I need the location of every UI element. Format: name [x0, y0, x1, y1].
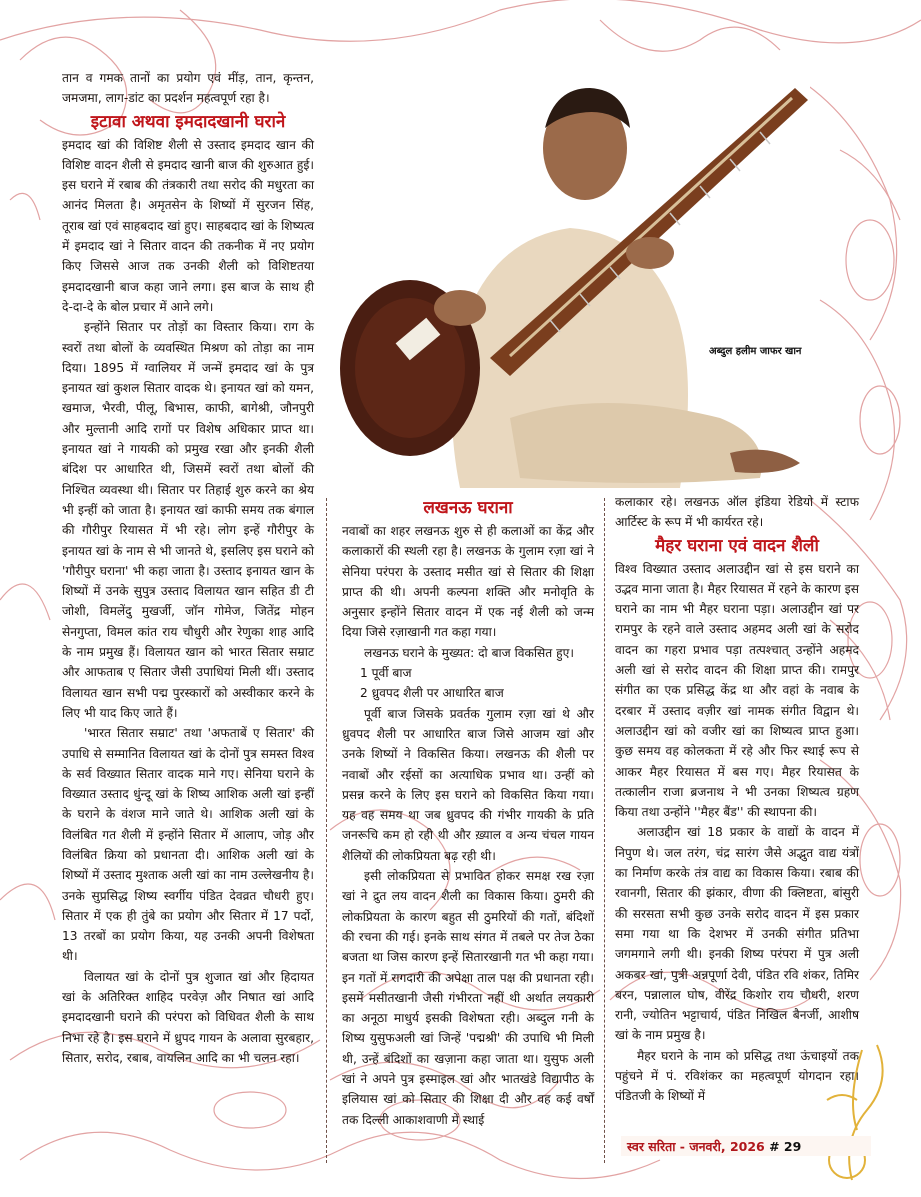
section-heading-maihar: मैहर घराना एवं वादन शैली — [655, 535, 819, 556]
paragraph: पूर्वी बाज जिसके प्रवर्तक गुलाम रज़ा खां थे और ध्रुवपद शैली पर आधारित बाज जिसे आजम खां और उनके शिष्यों ने विकसित किया। लखनऊ की शैली पर नवाबों और रईसों का अत्याधिक प्रभाव था। उन्हीं को प्रसन्न करने के लिए इस घराने को विकसित किया गया। यह वह समय था जब ध्रुवपद की गंभीर गायकी के प्रति जनरूचि कम हो रही थी और ख़्याल व अन्य चंचल गायन शैलियों की लोकप्रियता बढ़ रही थी। — [342, 706, 594, 863]
section-heading-etawa: इटावा अथवा इमदादखानी घराने — [90, 111, 286, 132]
paragraph: कलाकार रहे। लखनऊ ऑल इंडिया रेडियो में स्टाफ आर्टिस्ट के रूप में भी कार्यरत रहे। — [615, 495, 859, 530]
column-divider — [604, 498, 605, 1163]
paragraph: विश्व विख्यात उस्ताद अलाउद्दीन खां से इस घराने का उद्भव माना जाता है। मैहर रियासत में रहने के कारण इस घराने का नाम भी मैहर घराना पड़ा। अलाउद्दीन खां पर रामपुर के रहने वाले उस्ताद अहमद अली खां के सरोद वादन का गहरा प्रभाव पड़ा तत्पश्चात् उन्होंने अहमद अली खां से सरोद वादन की शिक्षा प्राप्त की। रामपुर संगीत का एक प्रसिद्ध केंद्र था और वहां के नवाब के दरबार में उस्ताद वज़ीर खां नामक संगीत विद्वान थे। अलाउद्दीन खां को वजीर खां का शिष्यत्व प्राप्त हुआ। कुछ समय वह कोलकता में रहे और फिर स्थाई रूप से आकर मैहर रियासत में बस गए। मैहर रियासत के तत्कालीन राजा ब्रजनाथ ने भी उनका शिष्यत्व ग्रहण किया तथा उन्होंने ''मैहर बैंड'' की स्थापना की। — [615, 561, 859, 820]
column-3 — [615, 492, 859, 1107]
column-divider — [326, 498, 327, 1163]
musician-with-sitar-photo — [340, 58, 810, 488]
list-item: 1 पूर्वी बाज — [360, 666, 412, 681]
paragraph: इन्होंने सितार पर तोड़ों का विस्तार किया। राग के स्वरों तथा बोलों के व्यवस्थित मिश्रण को तोड़ा का नाम दिया। 1895 में ग्वालियर में जन्में इमदाद खां के पुत्र इनायत खां कुशल सितार वादक थे। इनायत खां को यमन, खमाज, भैरवी, पीलू, बिभास, काफी, बागेश्री, जौनपुरी और मुल्तानी आदि रागों पर विशेष अधिकार प्राप्त था। इनायत खां ने गायकी को प्रमुख रखा और इनकी शैली बंदिश पर आधारित थी, जिसमें स्वरों तथा बोलों की निश्चित व्यवस्था थी। सितार पर तिहाई शुरु करने का श्रेय भी इन्हीं को जाता है। इनायत खां काफी समय तक बंगाल की गौरीपुर रियासत में भी रहे। लोग इन्हें गौरीपुर के इनायत खां के नाम से भी जानते थे, इसलिए इस घराने को 'गौरीपुर घराना' भी कहा जाता है। उस्ताद इनायत खान के शिष्यों में उनके सुपुत्र उस्ताद विलायत खान सहित डी टी जोशी, विमलेंदु मुखर्जी, जॉन गोमेज, जितेंद्र मोहन सेनगुप्ता, विमल कांत राय चौधुरी और रेणुका शाह आदि के नाम प्रमुख हैं। विलायत खान को भारत सितार सम्राट और आफताब ए सितार जैसी उपाधियां मिली थीं। उस्ताद विलायत खान सभी पद्म पुरस्कारों को अस्वीकार करने के लिए भी याद किए जाते हैं। — [62, 320, 314, 720]
paragraph: मैहर घराने के नाम को प्रसिद्ध तथा ऊंचाइयों तक पहुंचने में पं. रविशंकर का महत्वपूर्ण योगदान रहा। पंडितजी के शिष्यों में — [615, 1048, 859, 1104]
paragraph: इमदाद खां की विशिष्ट शैली से उस्ताद इमदाद खान की विशिष्ट वादन शैली से इमदाद खानी बाज की शुरुआत हुई। इस घराने में रबाब की तंत्रकारी तथा सरोद की मधुरता का आनंद मिलता है। अमृतसेन के शिष्यों में सुरजन सिंह, तूराब खां एवं साहबदाद खां हुए। साहबदाद खां के शिष्यत्व में इमदाद खां ने सितार वादन की तकनीक में नए प्रयोग किए जिससे आज तक उनकी शैली को विशिष्टतया इमदादखानी बाज कहा जाने लगा। इस बाज के साथ ही दे-दा-दे के बोल प्रचार में आने लगे। — [62, 137, 314, 314]
column-2 — [342, 495, 594, 1130]
paragraph: 'भारत सितार सम्राट' तथा 'अफताबें ए सितार' की उपाधि से सम्मानित विलायत खां के दोनों पुत्र समस्त विश्व के सर्व विख्यात सितार वादक माने गए। सेनिया घराने के विख्यात उस्ताद धुंन्दू खां के शिष्य आशिक अली खां इन्हीं के घराने के वंशज माने जाते थे। आशिक अली खां के विलंबित गत शैली में इन्होंने सितार में आलाप, जोड़ और विलंबित क्रिया को प्रधानता दी। आशिक अली खां के शिष्यों में उस्ताद मुश्ताक अली खां का नाम उल्लेखनीय है। उनके सुप्रसिद्ध शिष्य स्वर्गीय पंडित देवव्रत चौधरी हुए। सितार में एक ही तुंबे का प्रयोग और सितार में 17 पर्दो, 13 तरबों का प्रयोग किया, यह उनकी अपनी विशेषता थी। — [62, 726, 314, 964]
page-footer — [621, 1136, 871, 1156]
section-heading-lucknow: लखनऊ घराना — [423, 498, 513, 518]
page-number: # 29 — [769, 1139, 802, 1154]
list-item: 2 ध्रुवपद शैली पर आधारित बाज — [360, 686, 504, 701]
photo-caption: अब्दुल हलीम जाफर खान — [709, 346, 802, 357]
intro-paragraph: तान व गमक तानों का प्रयोग एवं मींड़, तान, कृन्तन, जमजमा, लाग-डांट का प्रदर्शन महत्वपूर्ण रहा है। — [62, 71, 314, 106]
column-1 — [62, 68, 314, 1068]
paragraph: लखनऊ घराने के मुख्यत: दो बाज विकसित हुए। — [364, 645, 574, 660]
paragraph: नवाबों का शहर लखनऊ शुरु से ही कलाओं का केंद्र और कलाकारों की स्थली रहा है। लखनऊ के गुलाम रज़ा खां ने सेनिया परंपरा के उस्ताद मसीत खां से सितार की शिक्षा प्राप्त की थी। अपनी कल्पना शक्ति और मनोवृति के अनुसार इन्होंने सितार वादन में एक नई शैली को जन्म दिया जिसे रज़ाखानी गत कहा गया। — [342, 524, 594, 640]
paragraph: अलाउद्दीन खां 18 प्रकार के वाद्यों के वादन में निपुण थे। जल तरंग, चंद्र सारंग जैसे अद्भुत वाद्य यंत्रों का निर्माण करके तंत्र वाद्य का विकास किया। रबाब की रवानगी, सितार की झंकार, वीणा की क्लिष्टता, बांसुरी की सरसता सभी कुछ उनके सरोद वादन में इस प्रकार समा गया था कि देशभर में उनकी संगीत प्रतिभा जगमगाने लगी थी। इनकी शिष्य परंपरा में पुत्र अली अकबर खां, पुत्री अन्नपूर्णा देवी, पंडित रवि शंकर, तिमिर बरन, पन्नालाल घोष, वीरेंद्र किशोर राय चौधरी, शरण रानी, ज्योतिन भट्टाचार्य, पंडित निखिल बैनर्जी, आशीष खां के नाम प्रमुख है। — [615, 825, 859, 1043]
paragraph: विलायत खां के दोनों पुत्र शुजात खां और हिदायत खां के अतिरिक्त शाहिद परवेज़ और निषात खां आदि इमदादखानी घराने की परंपरा को विधिवत शैली के साथ निभा रहे है। इस घराने में ध्रुपद गायन के अलावा सुरबहार, सितार, सरोद, रबाब, वायलिन आदि का भी चलन रहा। — [62, 969, 314, 1065]
paragraph: इसी लोकप्रियता से प्रभावित होकर समक्ष रख रज़ा खां ने द्रुत लय वादन शैली का विकास किया। ठुमरी की लोकप्रियता के कारण बहुत सी ठुमरियों की गतों, बंदिशों की रचना की गई। इनके साथ संगत में तबले पर तेज ठेका बजता था जिस कारण इन्हें सितारखानी गत भी कहा गया। इन गतों में रागदारी की अपेक्षा ताल पक्ष की प्रधानता रही। इसमें मसीतखानी जैसी गंभीरता नहीं थी अर्थात लयकारी का अनूठा माधुर्य इसकी विशेषता रही। अब्दुल गनी के शिष्य युसुफअली खां जिन्हें 'पद्मश्री' की उपाधि भी मिली थी, उन्हें बंदिशों का खज़ाना कहा जाता था। युसुफ अली खां ने अपने पुत्र इस्माइल खां और भातखंडे विद्यापीठ के इलियास खां को सितार की शिक्षा दी और वह कई वर्षों तक दिल्ली आकाशवाणी में स्थाई — [342, 869, 594, 1127]
magazine-name: स्वर सरिता - जनवरी, 2026 — [627, 1139, 765, 1154]
